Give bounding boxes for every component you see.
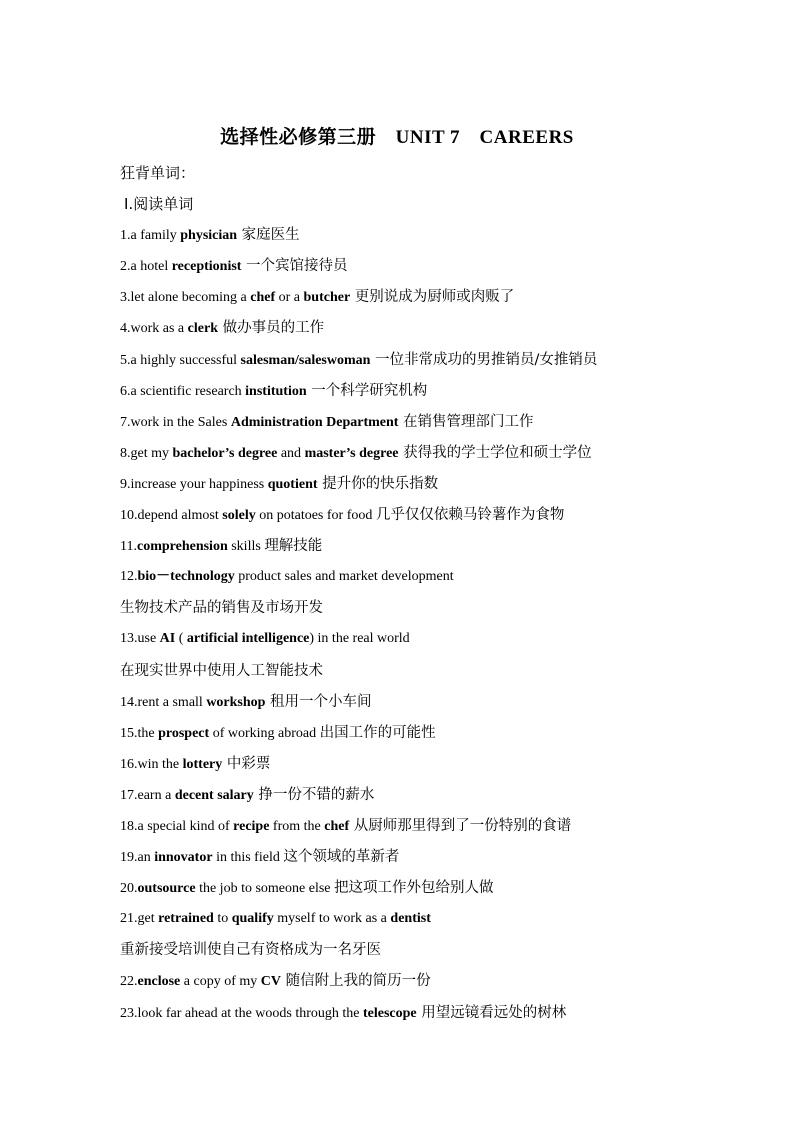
phrase-text: 7.work in the Sales xyxy=(120,414,231,430)
vocab-line xyxy=(120,1002,770,1033)
vocab-line xyxy=(120,846,770,877)
chinese-translation: 在销售管理部门工作 xyxy=(398,413,534,430)
phrase-text: 20. xyxy=(120,881,138,897)
phrase-text: 19.an xyxy=(120,850,155,866)
chinese-translation: 租用一个小车间 xyxy=(265,693,372,710)
vocab-line xyxy=(120,628,770,659)
vocab-term: master’s degree xyxy=(304,445,399,461)
section-label: 狂背单词： xyxy=(120,164,196,182)
vocab-line xyxy=(120,535,770,566)
vocab-term: lottery xyxy=(182,756,223,772)
vocab-line xyxy=(120,286,770,317)
vocab-line xyxy=(120,317,770,348)
vocab-line xyxy=(120,784,770,815)
vocab-term: qualify xyxy=(231,911,274,927)
phrase-text: 21.get xyxy=(120,911,159,927)
vocab-term: institution xyxy=(245,383,307,399)
phrase-text: 5.a highly successful xyxy=(120,352,241,368)
vocab-line xyxy=(120,566,770,597)
phrase-text: 6.a scientific research xyxy=(120,383,246,399)
chinese-translation: 更别说成为厨师或肉贩了 xyxy=(350,289,515,306)
vocab-term: CV xyxy=(260,974,281,990)
vocab-term: bachelor’s degree xyxy=(172,445,278,461)
vocab-term: enclose xyxy=(137,974,181,990)
chinese-translation: 挣一份不错的薪水 xyxy=(253,786,375,803)
chinese-translation: 一个宾馆接待员 xyxy=(241,258,348,275)
vocab-term: clerk xyxy=(187,321,218,337)
vocab-term: AI xyxy=(159,631,176,647)
phrase-text: 1.a family xyxy=(120,228,181,244)
chinese-translation: 一个科学研究机构 xyxy=(306,382,428,399)
vocab-term: dentist xyxy=(390,911,431,927)
vocab-line xyxy=(120,753,770,784)
chinese-translation: 重新接受培训使自己有资格成为一名牙医 xyxy=(120,942,381,959)
chinese-translation: 在现实世界中使用人工智能技术 xyxy=(120,662,323,679)
chinese-translation: 把这项工作外包给别人做 xyxy=(334,880,494,897)
phrase-text: skills xyxy=(227,539,265,555)
vocab-term: decent salary xyxy=(174,787,254,803)
vocab-line xyxy=(120,877,770,908)
vocab-line xyxy=(120,380,770,411)
vocab-line xyxy=(120,411,770,442)
vocab-line xyxy=(120,660,770,691)
chinese-translation: 这个领域的革新者 xyxy=(283,849,400,866)
phrase-text: ) in the real world xyxy=(309,631,410,647)
phrase-text: to xyxy=(213,911,232,927)
vocab-term: retrained xyxy=(158,911,214,927)
chinese-translation: 提升你的快乐指数 xyxy=(317,475,439,492)
phrase-text: 9.increase your happiness xyxy=(120,476,268,492)
chinese-translation: 从厨师那里得到了一份特别的食谱 xyxy=(349,817,572,834)
phrase-text: myself to work as a xyxy=(273,911,391,927)
phrase-text: 10.depend almost xyxy=(120,508,223,524)
vocab-line xyxy=(120,504,770,535)
phrase-text: or a xyxy=(275,290,304,306)
chinese-translation: 中彩票 xyxy=(222,755,271,772)
vocab-line xyxy=(120,722,770,753)
phrase-text: 2.a hotel xyxy=(120,259,172,275)
chinese-translation: 随信附上我的简历一份 xyxy=(280,973,431,990)
vocab-term: workshop xyxy=(206,694,266,710)
phrase-text: 18.a special kind of xyxy=(120,818,234,834)
phrase-text: 22. xyxy=(120,974,138,990)
vocab-term: physician xyxy=(180,228,238,244)
chinese-translation: 出国工作的可能性 xyxy=(319,724,436,741)
phrase-text: a copy of my xyxy=(180,974,261,990)
chinese-translation: 一位非常成功的男推销员/女推销员 xyxy=(370,351,598,368)
phrase-text: and xyxy=(277,445,305,461)
vocab-line xyxy=(120,691,770,722)
chinese-translation: 用望远镜看远处的树林 xyxy=(416,1004,567,1021)
vocab-term: solely xyxy=(222,508,256,524)
phrase-text: 16.win the xyxy=(120,756,183,772)
chinese-translation: 几乎仅仅依赖马铃薯作为食物 xyxy=(375,507,565,524)
phrase-text: 14.rent a small xyxy=(120,694,207,710)
vocab-term: comprehension xyxy=(136,539,228,555)
subsection-label: Ⅰ.阅读单词 xyxy=(124,195,194,214)
vocab-term: salesman/saleswoman xyxy=(240,352,371,368)
phrase-text: 15.the xyxy=(120,725,159,741)
vocab-line xyxy=(120,349,770,380)
vocab-term: bio－technology xyxy=(137,569,235,585)
vocab-term: prospect xyxy=(158,725,210,741)
vocab-line xyxy=(120,442,770,473)
vocabulary-list xyxy=(120,162,770,1033)
vocab-term: telescope xyxy=(363,1005,417,1021)
phrase-text: in this field xyxy=(212,850,284,866)
vocab-line xyxy=(120,970,770,1001)
vocab-line xyxy=(120,597,770,628)
vocab-line xyxy=(120,815,770,846)
chinese-translation: 做办事员的工作 xyxy=(217,320,325,337)
chinese-translation: 理解技能 xyxy=(264,538,323,555)
phrase-text: product sales and market development xyxy=(234,569,454,585)
phrase-text: 4.work as a xyxy=(120,321,188,337)
phrase-text: 8.get my xyxy=(120,445,173,461)
vocab-line xyxy=(120,939,770,970)
vocab-term: receptionist xyxy=(171,259,242,275)
vocab-term: Administration Department xyxy=(230,414,399,430)
vocab-term: butcher xyxy=(303,290,351,306)
phrase-text: 12. xyxy=(120,569,138,585)
chinese-translation: 获得我的学士学位和硕士学位 xyxy=(398,444,592,461)
chinese-translation: 生物技术产品的销售及市场开发 xyxy=(120,600,323,617)
vocab-line xyxy=(120,908,770,939)
phrase-text: 11. xyxy=(120,539,137,555)
vocab-term: outsource xyxy=(137,881,196,897)
vocab-line xyxy=(120,255,770,286)
vocab-term: chef xyxy=(324,818,350,834)
phrase-text: from the xyxy=(269,818,325,834)
vocab-term: quotient xyxy=(267,476,318,492)
vocab-term: artificial intelligence xyxy=(186,631,310,647)
page-title: 选择性必修第三册 UNIT 7 CAREERS xyxy=(220,127,574,148)
chinese-translation: 家庭医生 xyxy=(237,227,300,244)
phrase-text: 3.let alone becoming a xyxy=(120,290,251,306)
vocab-term: innovator xyxy=(154,850,213,866)
vocab-term: recipe xyxy=(233,818,270,834)
vocab-term: chef xyxy=(250,290,276,306)
vocab-line xyxy=(120,224,770,255)
phrase-text: 13.use xyxy=(120,631,160,647)
phrase-text: on potatoes for food xyxy=(255,508,376,524)
phrase-text: of working abroad xyxy=(209,725,320,741)
phrase-text: 17.earn a xyxy=(120,787,175,803)
vocab-line xyxy=(120,473,770,504)
phrase-text: the job to someone else xyxy=(195,881,334,897)
phrase-text: 23.look far ahead at the woods through the xyxy=(120,1005,363,1021)
phrase-text: ( xyxy=(175,631,187,647)
